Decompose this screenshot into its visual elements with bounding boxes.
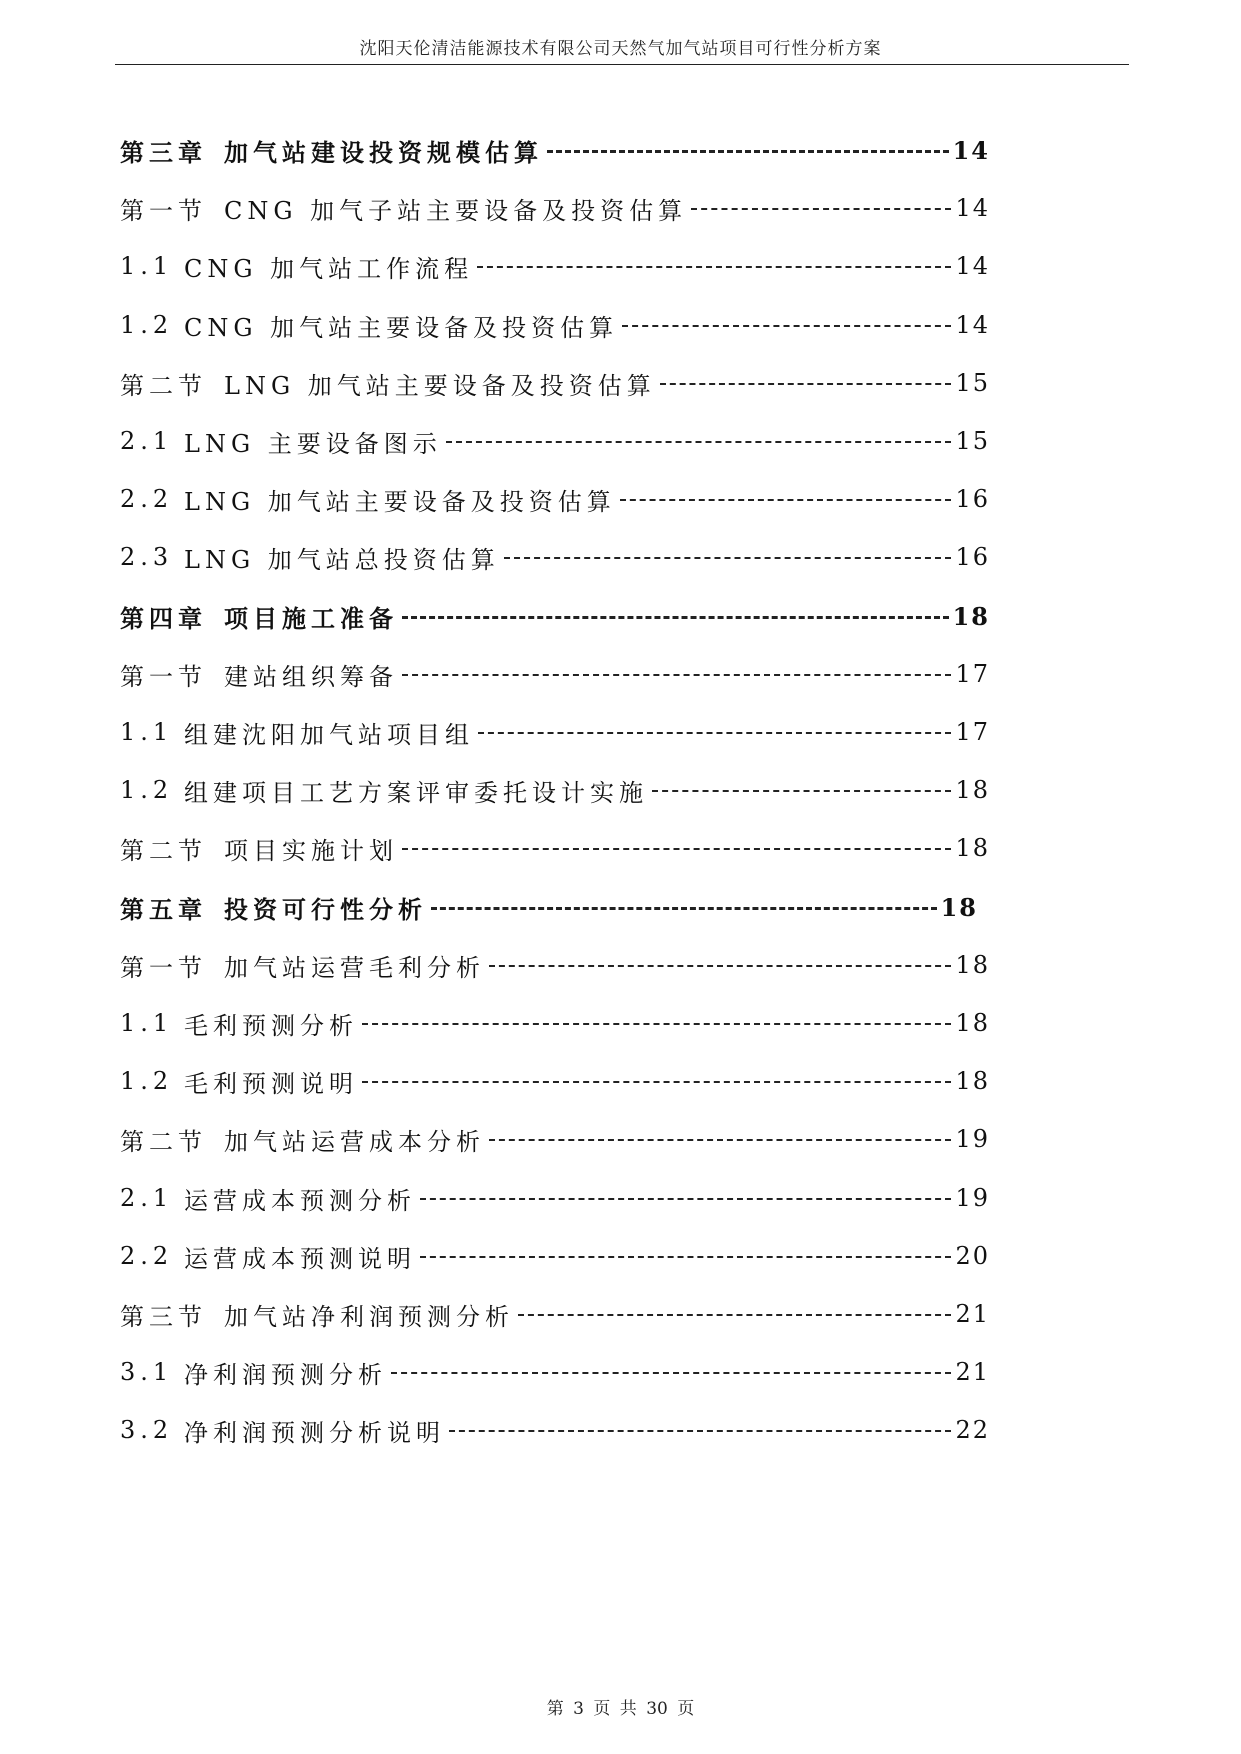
toc-entry-number: 1.1 — [120, 1009, 174, 1037]
toc-dot-leader — [504, 557, 952, 559]
toc-entry-sub[interactable] — [120, 537, 990, 577]
toc-entry-page-number: 17 — [955, 660, 990, 688]
toc-entry-title: 加气站运营毛利分析 — [224, 953, 485, 982]
toc-entry-section[interactable] — [120, 188, 990, 228]
toc-entry-title: 运营成本预测分析 — [184, 1186, 416, 1215]
toc-entry-page-number: 18 — [955, 1067, 990, 1095]
toc-entry-number: 2.1 — [120, 1184, 174, 1212]
toc-entry-title: 投资可行性分析 — [224, 894, 427, 924]
toc-entry-section[interactable] — [120, 945, 990, 985]
toc-entry-page-number: 16 — [955, 485, 990, 513]
toc-entry-page-number: 14 — [955, 311, 990, 339]
toc-entry-title: LNG 加气站主要设备及投资估算 — [184, 487, 616, 516]
toc-entry-section[interactable] — [120, 1119, 990, 1159]
toc-dot-leader — [547, 150, 949, 153]
toc-dot-leader — [420, 1198, 951, 1200]
toc-entry-title: 建站组织筹备 — [224, 662, 398, 691]
page-header: 沈阳天伦清洁能源技术有限公司天然气加气站项目可行性分析方案 — [359, 39, 882, 59]
toc-entry-page-number: 21 — [955, 1300, 990, 1328]
toc-entry-number: 2.2 — [120, 485, 174, 513]
toc-entry-page-number: 17 — [955, 718, 990, 746]
toc-entry-number: 2.3 — [120, 543, 174, 571]
toc-entry-title: 运营成本预测说明 — [184, 1244, 416, 1273]
toc-entry-chapter[interactable] — [120, 887, 978, 927]
toc-entry-page-number: 16 — [955, 543, 990, 571]
toc-entry-number: 第二节 — [120, 371, 207, 400]
toc-entry-sub[interactable] — [120, 1003, 990, 1043]
toc-dot-leader — [652, 790, 951, 792]
toc-entry-number: 第四章 — [120, 603, 207, 633]
toc-entry-page-number: 14 — [952, 135, 990, 165]
toc-dot-leader — [518, 1314, 951, 1316]
toc-entry-number: 第五章 — [120, 894, 207, 924]
toc-entry-sub[interactable] — [120, 712, 990, 752]
toc-dot-leader — [622, 325, 951, 327]
page-footer: 第 3 页 共 30 页 — [546, 1699, 695, 1719]
toc-dot-leader — [691, 208, 951, 210]
toc-entry-sub[interactable] — [120, 479, 990, 519]
toc-entry-number: 1.1 — [120, 718, 174, 746]
toc-entry-chapter[interactable] — [120, 596, 990, 636]
toc-dot-leader — [402, 616, 949, 619]
toc-entry-number: 第三节 — [120, 1302, 207, 1331]
toc-entry-page-number: 18 — [940, 892, 978, 922]
toc-entry-page-number: 18 — [955, 951, 990, 979]
toc-entry-title: 加气站净利润预测分析 — [224, 1302, 514, 1331]
toc-dot-leader — [402, 848, 951, 850]
toc-entry-title: LNG 主要设备图示 — [184, 429, 442, 458]
toc-entry-page-number: 21 — [955, 1358, 990, 1386]
toc-entry-page-number: 18 — [952, 601, 990, 631]
toc-entry-sub[interactable] — [120, 1352, 990, 1392]
toc-entry-page-number: 18 — [955, 776, 990, 804]
toc-entry-title: 项目施工准备 — [224, 603, 398, 633]
toc-entry-sub[interactable] — [120, 770, 990, 810]
toc-entry-section[interactable] — [120, 1294, 990, 1334]
toc-entry-sub[interactable] — [120, 305, 990, 345]
toc-dot-leader — [489, 1139, 951, 1141]
toc-entry-number: 2.2 — [120, 1242, 174, 1270]
toc-entry-title: 净利润预测分析 — [184, 1360, 387, 1389]
toc-entry-section[interactable] — [120, 654, 990, 694]
toc-entry-number: 1.2 — [120, 776, 174, 804]
toc-entry-title: 组建项目工艺方案评审委托设计实施 — [184, 778, 648, 807]
toc-entry-title: 组建沈阳加气站项目组 — [184, 720, 474, 749]
toc-dot-leader — [660, 383, 952, 385]
toc-entry-section[interactable] — [120, 363, 990, 403]
toc-dot-leader — [362, 1081, 951, 1083]
toc-entry-page-number: 15 — [955, 427, 990, 455]
toc-entry-number: 第一节 — [120, 953, 207, 982]
toc-entry-number: 第二节 — [120, 836, 207, 865]
toc-entry-number: 1.2 — [120, 311, 174, 339]
toc-entry-page-number: 14 — [955, 194, 990, 222]
toc-entry-number: 3.1 — [120, 1358, 174, 1386]
header-rule — [115, 64, 1129, 65]
toc-entry-title: 加气站建设投资规模估算 — [224, 137, 543, 167]
toc-entry-sub[interactable] — [120, 1061, 990, 1101]
toc-entry-number: 2.1 — [120, 427, 174, 455]
toc-entry-page-number: 18 — [955, 834, 990, 862]
toc-entry-sub[interactable] — [120, 1236, 990, 1276]
toc-dot-leader — [431, 907, 937, 910]
toc-dot-leader — [449, 1430, 951, 1432]
toc-dot-leader — [391, 1372, 951, 1374]
toc-entry-title: LNG 加气站主要设备及投资估算 — [224, 371, 656, 400]
toc-entry-page-number: 22 — [955, 1416, 990, 1444]
toc-entry-sub[interactable] — [120, 246, 990, 286]
toc-entry-sub[interactable] — [120, 1178, 990, 1218]
toc-entry-title: LNG 加气站总投资估算 — [184, 545, 500, 574]
toc-entry-page-number: 14 — [955, 252, 990, 280]
toc-dot-leader — [420, 1256, 951, 1258]
toc-entry-chapter[interactable] — [120, 130, 990, 170]
toc-entry-title: CNG 加气子站主要设备及投资估算 — [224, 196, 688, 225]
toc-entry-page-number: 19 — [955, 1125, 990, 1153]
toc-entry-page-number: 20 — [955, 1242, 990, 1270]
toc-entry-number: 第一节 — [120, 662, 207, 691]
toc-dot-leader — [402, 674, 951, 676]
toc-dot-leader — [446, 441, 952, 443]
toc-entry-title: CNG 加气站主要设备及投资估算 — [184, 313, 619, 342]
toc-entry-number: 1.1 — [120, 252, 174, 280]
toc-entry-number: 3.2 — [120, 1416, 174, 1444]
toc-entry-sub[interactable] — [120, 1410, 990, 1450]
toc-entry-section[interactable] — [120, 828, 990, 868]
toc-dot-leader — [362, 1023, 951, 1025]
toc-entry-title: 毛利预测说明 — [184, 1069, 358, 1098]
toc-entry-page-number: 18 — [955, 1009, 990, 1037]
toc-entry-number: 第二节 — [120, 1127, 207, 1156]
toc-entry-page-number: 15 — [955, 369, 990, 397]
toc-dot-leader — [477, 266, 951, 268]
toc-entry-title: 加气站运营成本分析 — [224, 1127, 485, 1156]
toc-dot-leader — [489, 965, 951, 967]
toc-entry-title: CNG 加气站工作流程 — [184, 254, 474, 283]
toc-entry-title: 毛利预测分析 — [184, 1011, 358, 1040]
toc-entry-title: 项目实施计划 — [224, 836, 398, 865]
toc-entry-number: 第一节 — [120, 196, 207, 225]
toc-entry-title: 净利润预测分析说明 — [184, 1418, 445, 1447]
toc-entry-page-number: 19 — [955, 1184, 990, 1212]
toc-dot-leader — [620, 499, 952, 501]
toc-entry-number: 第三章 — [120, 137, 207, 167]
toc-entry-number: 1.2 — [120, 1067, 174, 1095]
toc-dot-leader — [478, 732, 951, 734]
toc-entry-sub[interactable] — [120, 421, 990, 461]
